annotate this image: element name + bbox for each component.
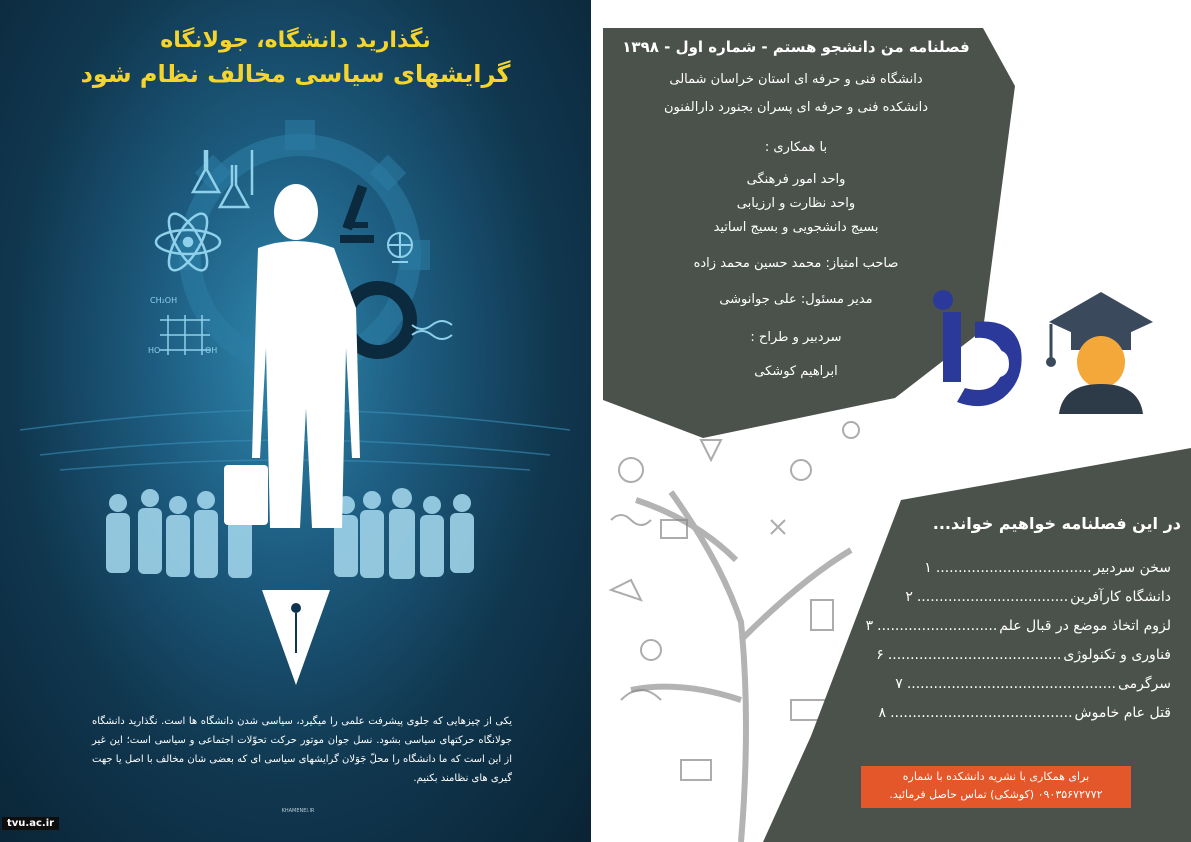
toc-item-label: فناوری و تکنولوژی <box>1063 647 1171 663</box>
toc-item-label: سخن سردبیر <box>1093 560 1171 576</box>
contact-box <box>861 766 1131 808</box>
license-holder: صاحب امتیاز: محمد حسین محمد زاده <box>693 256 899 271</box>
toc-item-page: ۱ <box>924 560 932 576</box>
poster-body-text: یکی از چیزهایی که جلوی پیشرفت علمی را میگیرد، سیاسی شدن دانشگاه ها است. نگذارید دانشگاه جولانگاه حرکتهای سیاسی بشود. نسل جوان موتور حرکت تحوّلات اجتماعی و سیاسی است؛ این غیر از این است که ما دانشگاه را محلّ جَوَلان گرایشهای سیاسی ای که بعضی شان مخالف با اصل یا جهت گیری های نظامند بکنیم. <box>92 716 512 784</box>
chemical-label-ho: HO <box>148 346 161 355</box>
graduate-avatar-icon <box>1046 292 1153 414</box>
contact-line-2: ۰۹۰۳۵۶۷۲۷۷۲ (کوشکی) تماس حاصل فرمائید. <box>889 788 1103 801</box>
toc-leader-dots: ......................................... <box>890 705 1073 721</box>
toc-item-label: دانشگاه کارآفرین <box>1070 589 1171 605</box>
toc-item[interactable] <box>796 647 1171 676</box>
managing-director: مدیر مسئول: علی جوانوشی <box>719 292 873 307</box>
collaborator-2: واحد نظارت و ارزیابی <box>736 196 856 211</box>
toc-leader-dots: ................................... <box>935 560 1092 576</box>
microscope-icon <box>340 185 374 243</box>
chemical-label-top: CH₂OH <box>150 296 178 305</box>
university-name: دانشگاه فنی و حرفه ای استان خراسان شمالی <box>669 72 923 87</box>
collaborator-3: بسیج دانشجویی و بسیج اساتید <box>713 220 879 235</box>
toc-item[interactable] <box>796 618 1171 647</box>
poster-title-line-2: گرایشهای سیاسی مخالف نظام شود <box>80 60 511 88</box>
collaborator-1: واحد امور فرهنگی <box>746 172 846 187</box>
toc-item-label: لزوم اتخاذ موضع در قبال علم <box>999 618 1171 634</box>
toc-item[interactable] <box>796 705 1171 734</box>
collaboration-label: با همکاری : <box>764 140 828 155</box>
toc-item-page: ۷ <box>895 676 903 692</box>
toc-item[interactable] <box>796 676 1171 705</box>
toc-item-page: ۸ <box>878 705 887 721</box>
poster-title-line-1: نگذارید دانشگاه، جولانگاه <box>160 28 431 53</box>
dna-icon <box>412 321 452 339</box>
toc-leader-dots: ....................................... <box>887 647 1062 663</box>
site-watermark[interactable]: tvu.ac.ir <box>2 817 59 830</box>
magazine-info-panel <box>591 0 1191 842</box>
toc-leader-dots: .................................. <box>916 589 1069 605</box>
toc-title: در این فصلنامه خواهیم خواند... <box>932 514 1181 533</box>
toc-item-page: ۶ <box>876 647 884 663</box>
figure-silhouette <box>224 184 360 685</box>
toc-leader-dots: ........................... <box>877 618 998 634</box>
college-name: دانشکده فنی و حرفه ای پسران بجنورد دارالفنون <box>663 100 929 115</box>
chemical-label-oh: OH <box>205 346 218 355</box>
poster-panel <box>0 0 591 842</box>
editor-name: ابراهیم کوشکی <box>754 364 838 379</box>
toc-item[interactable] <box>796 589 1171 618</box>
khamenei-logo: KHAMENEI.IR <box>281 808 315 814</box>
magazine-header: فصلنامه من دانشجو هستم - شماره اول - ۱۳۹۸ <box>622 38 970 56</box>
toc-item-label: سرگرمی <box>1117 676 1171 692</box>
toc-item-page: ۲ <box>905 589 913 605</box>
table-of-contents <box>796 560 1171 734</box>
chemical-structure <box>160 315 210 355</box>
contact-line-1: برای همکاری با نشریه دانشکده با شماره <box>902 770 1090 783</box>
toc-leader-dots: ............................................... <box>906 676 1116 692</box>
toc-item-label: قتل عام خاموش <box>1074 705 1171 721</box>
toc-item-page: ۳ <box>865 618 874 634</box>
toc-item[interactable] <box>796 560 1171 589</box>
editor-label: سردبیر و طراح : <box>750 330 842 345</box>
